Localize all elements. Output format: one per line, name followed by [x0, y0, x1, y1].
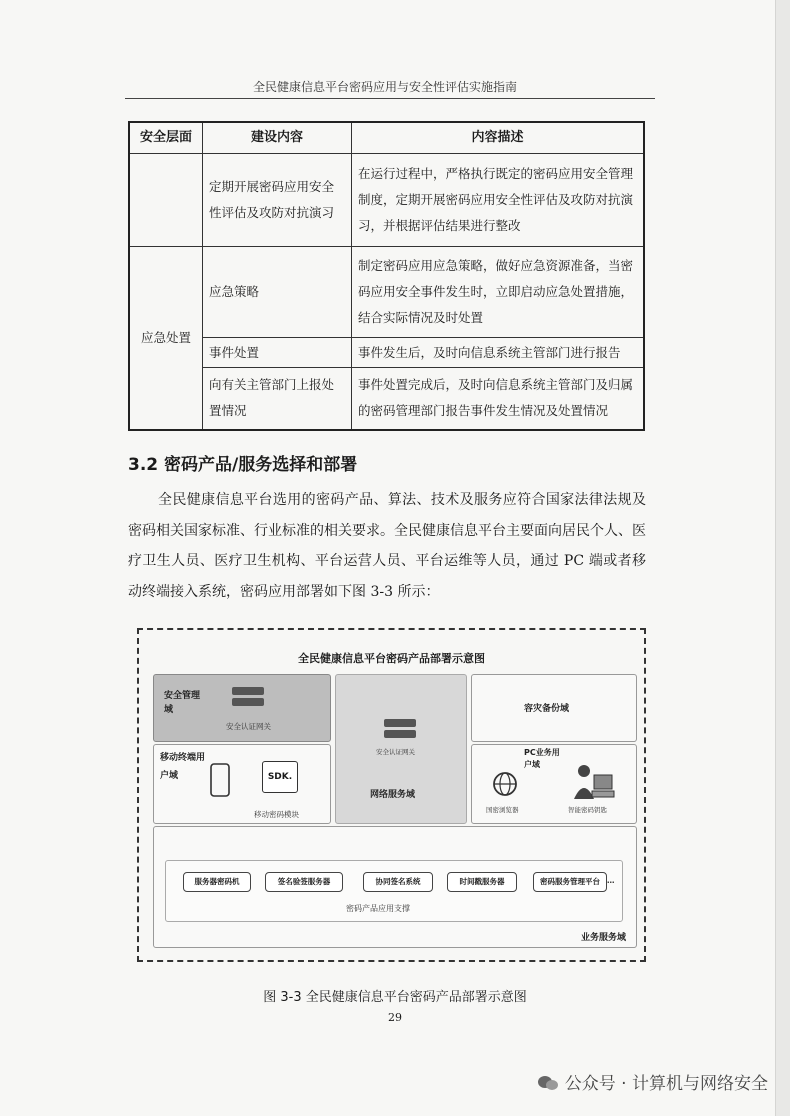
col-header-desc: 内容描述	[352, 122, 645, 154]
product-mgmt-platform: 密码服务管理平台	[533, 872, 607, 892]
deployment-figure	[137, 628, 646, 962]
cell-desc: 事件处置完成后，及时向信息系统主管部门及归属的密码管理部门报告事件发生情况及处置情况	[352, 368, 645, 430]
watermark	[537, 1069, 768, 1094]
mobile-module-label: 移动密码模块	[254, 810, 299, 819]
mobile-domain-label: 移动终端用户域	[160, 753, 206, 781]
cell-desc: 在运行过程中，严格执行既定的密码应用安全管理制度，定期开展密码应用安全性评估及攻防对抗演习，并根据评估结果进行整改	[352, 154, 645, 247]
product-timestamp-server: 时间戳服务器	[447, 872, 517, 892]
cell-layer: 应急处置	[129, 247, 203, 430]
cell-content: 向有关主管部门上报处置情况	[203, 368, 352, 430]
cell-layer	[129, 154, 203, 247]
pc-domain	[471, 744, 637, 824]
network-domain	[335, 674, 467, 824]
body-paragraph: 全民健康信息平台选用的密码产品、算法、技术及服务应符合国家法律法规及密码相关国家标准、行业标准的相关要求。全民健康信息平台主要面向居民个人、医疗卫生人员、医疗卫生机构、平台运营人员、平台运维等人员，通过 PC 端或者移动终端接入系统，密码应用部署如下图 3-3 所示：	[128, 492, 646, 600]
security-mgmt-domain	[153, 674, 331, 742]
disaster-domain	[471, 674, 637, 742]
network-domain-label: 网络服务域	[370, 790, 416, 800]
sdk-icon: SDK.	[262, 761, 298, 793]
business-domain-label: 业务服务域	[580, 933, 626, 943]
disaster-domain-label: 容灾备份域	[524, 704, 570, 714]
cell-content: 应急策略	[203, 247, 352, 338]
table-header-row	[129, 122, 644, 154]
scrollbar-track[interactable]	[775, 0, 790, 1116]
table-row	[129, 247, 644, 338]
page-number: 29	[388, 1011, 402, 1024]
browser-label: 国密浏览器	[486, 806, 519, 814]
product-hsm: 服务器密码机	[183, 872, 251, 892]
auth-gateway-label: 安全认证网关	[226, 722, 271, 731]
server-rack-icon	[232, 687, 264, 707]
smart-key-label: 智能密码钥匙	[568, 806, 607, 814]
figure-title: 全民健康信息平台密码产品部署示意图	[298, 652, 485, 665]
gateway-rack-icon	[384, 719, 416, 739]
section-title: 3.2 密码产品/服务选择和部署	[128, 455, 358, 475]
mobile-domain	[153, 744, 331, 824]
running-header: 全民健康信息平台密码应用与安全性评估实施指南	[252, 80, 517, 94]
globe-icon	[492, 771, 518, 797]
phone-icon	[210, 763, 230, 797]
product-co-sign-system: 协同签名系统	[363, 872, 433, 892]
security-table	[128, 121, 645, 431]
workstation-icon	[572, 763, 616, 803]
cell-content: 定期开展密码应用安全性评估及攻防对抗演习	[203, 154, 352, 247]
more-ellipsis: …	[607, 876, 615, 885]
table-row	[129, 338, 644, 368]
product-signature-server: 签名验签服务器	[265, 872, 343, 892]
wechat-icon	[537, 1075, 559, 1091]
cell-desc: 事件发生后，及时向信息系统主管部门进行报告	[352, 338, 645, 368]
support-label: 密码产品应用支撑	[346, 904, 410, 913]
col-header-content: 建设内容	[203, 122, 352, 154]
network-gateway-label: 安全认证网关	[376, 748, 415, 756]
security-mgmt-label: 安全管理域	[164, 691, 201, 715]
watermark-text: 公众号 · 计算机与网络安全	[564, 1074, 768, 1094]
cell-desc: 制定密码应用应急策略，做好应急资源准备，当密码应用安全事件发生时，立即启动应急处置措施，结合实际情况及时处置	[352, 247, 645, 338]
table-row	[129, 154, 644, 247]
pc-domain-label: PC业务用户域	[524, 748, 560, 769]
cell-content: 事件处置	[203, 338, 352, 368]
table-row	[129, 368, 644, 430]
col-header-layer: 安全层面	[129, 122, 203, 154]
figure-caption: 图 3-3 全民健康信息平台密码产品部署示意图	[263, 990, 527, 1005]
header-rule	[125, 98, 655, 99]
